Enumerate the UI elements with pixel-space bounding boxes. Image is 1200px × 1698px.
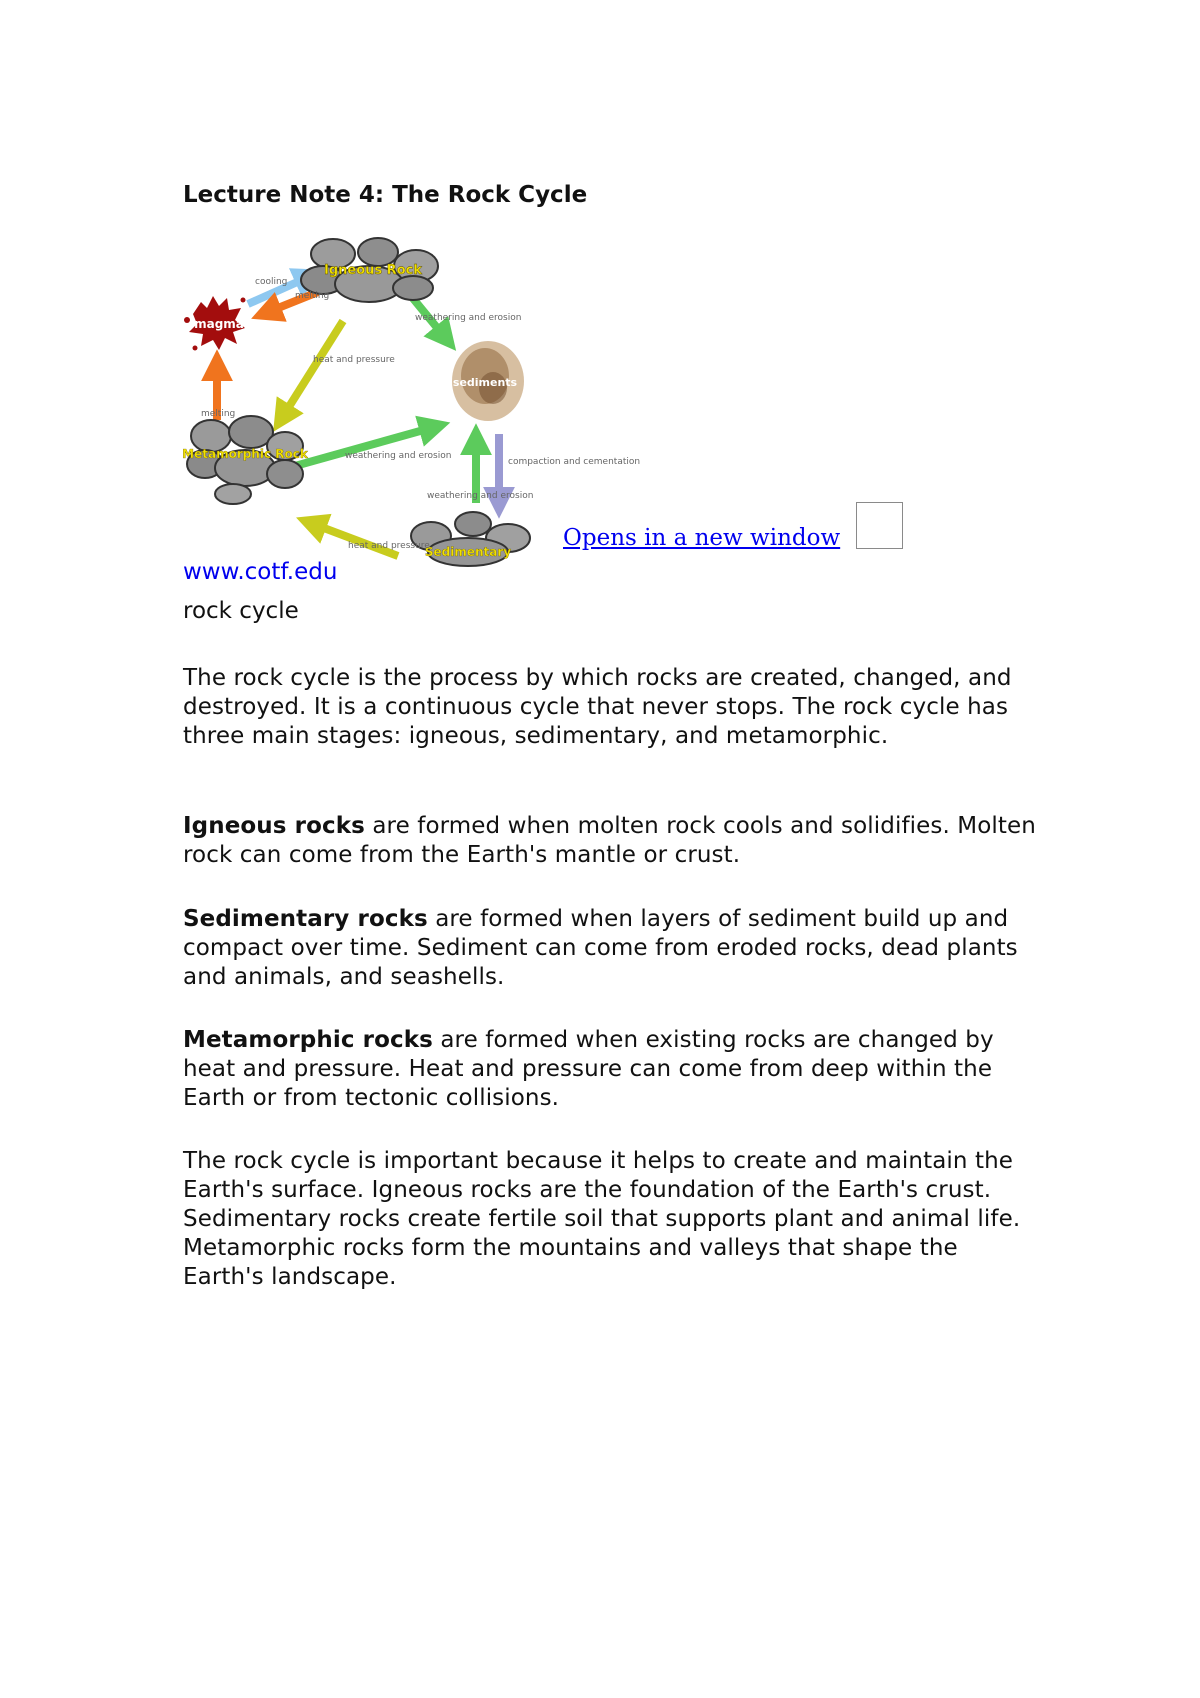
opens-new-window-link[interactable]: Opens in a new window xyxy=(563,525,841,551)
sedimentary-rock-icon xyxy=(411,512,530,566)
weathering-top-label: weathering and erosion xyxy=(415,313,522,323)
sedimentary-label: Sedimentary xyxy=(424,545,512,559)
weathering-mid-label: weathering and erosion xyxy=(345,451,452,461)
external-link-icon[interactable] xyxy=(856,502,903,549)
sedimentary-paragraph xyxy=(183,905,1043,992)
figure-caption: rock cycle xyxy=(183,598,299,624)
heat-pressure-mid-label: heat and pressure xyxy=(313,355,395,365)
igneous-label: Igneous Rock xyxy=(324,263,422,278)
page-title: Lecture Note 4: The Rock Cycle xyxy=(183,182,588,208)
igneous-text: are formed when molten rock cools and solidifies. Molten rock can come from the Earth's mantle or crust. xyxy=(183,813,1036,868)
figure-row xyxy=(182,236,943,559)
metamorphic-term: Metamorphic rocks xyxy=(183,1027,433,1053)
magma-label: magma xyxy=(194,317,244,331)
metamorphic-label-text: Metamorphic Rock xyxy=(182,447,308,461)
weathering-low-label: weathering and erosion xyxy=(427,491,534,501)
conclusion-paragraph: The rock cycle is important because it helps to create and maintain the Earth's surface. Igneous rocks are the foundation of the Earth's crust. Sedimentary rocks create fertile soil that supports plant and animal life. Metamorphic rocks form the mountains and valleys that shape the Earth's landscape. xyxy=(183,1148,1021,1290)
sediments-label: sediments xyxy=(452,376,518,389)
metamorphic-text: are formed when existing rocks are changed by heat and pressure. Heat and pressure can come from deep within the Earth or from tectonic collisions. xyxy=(183,1027,994,1111)
metamorphic-paragraph xyxy=(183,1026,1043,1113)
sedimentary-text: are formed when layers of sediment build up and compact over time. Sediment can come from eroded rocks, dead plants and animals, and seashells. xyxy=(183,906,1018,990)
igneous-paragraph xyxy=(183,812,1043,870)
intro-paragraph: The rock cycle is the process by which rocks are created, changed, and destroyed. It is a continuous cycle that never stops. The rock cycle has three main stages: igneous, sedimentary, and metamorphic. xyxy=(183,665,1012,749)
melting-left-label: melting xyxy=(201,409,236,419)
igneous-term: Igneous rocks xyxy=(183,813,365,839)
metamorphic-label xyxy=(182,447,309,461)
melting-top-label: melting xyxy=(295,291,330,301)
sediments-icon xyxy=(452,341,524,421)
source-link[interactable]: www.cotf.edu xyxy=(183,559,338,585)
sedimentary-term: Sedimentary rocks xyxy=(183,906,428,932)
rock-cycle-diagram[interactable] xyxy=(182,236,641,559)
compaction-label: compaction and cementation xyxy=(508,457,641,467)
cooling-label: cooling xyxy=(255,277,288,287)
metamorphic-rock-icon xyxy=(182,416,309,504)
magma-icon xyxy=(184,296,246,351)
heat-pressure-low-label: heat and pressure xyxy=(348,541,430,551)
